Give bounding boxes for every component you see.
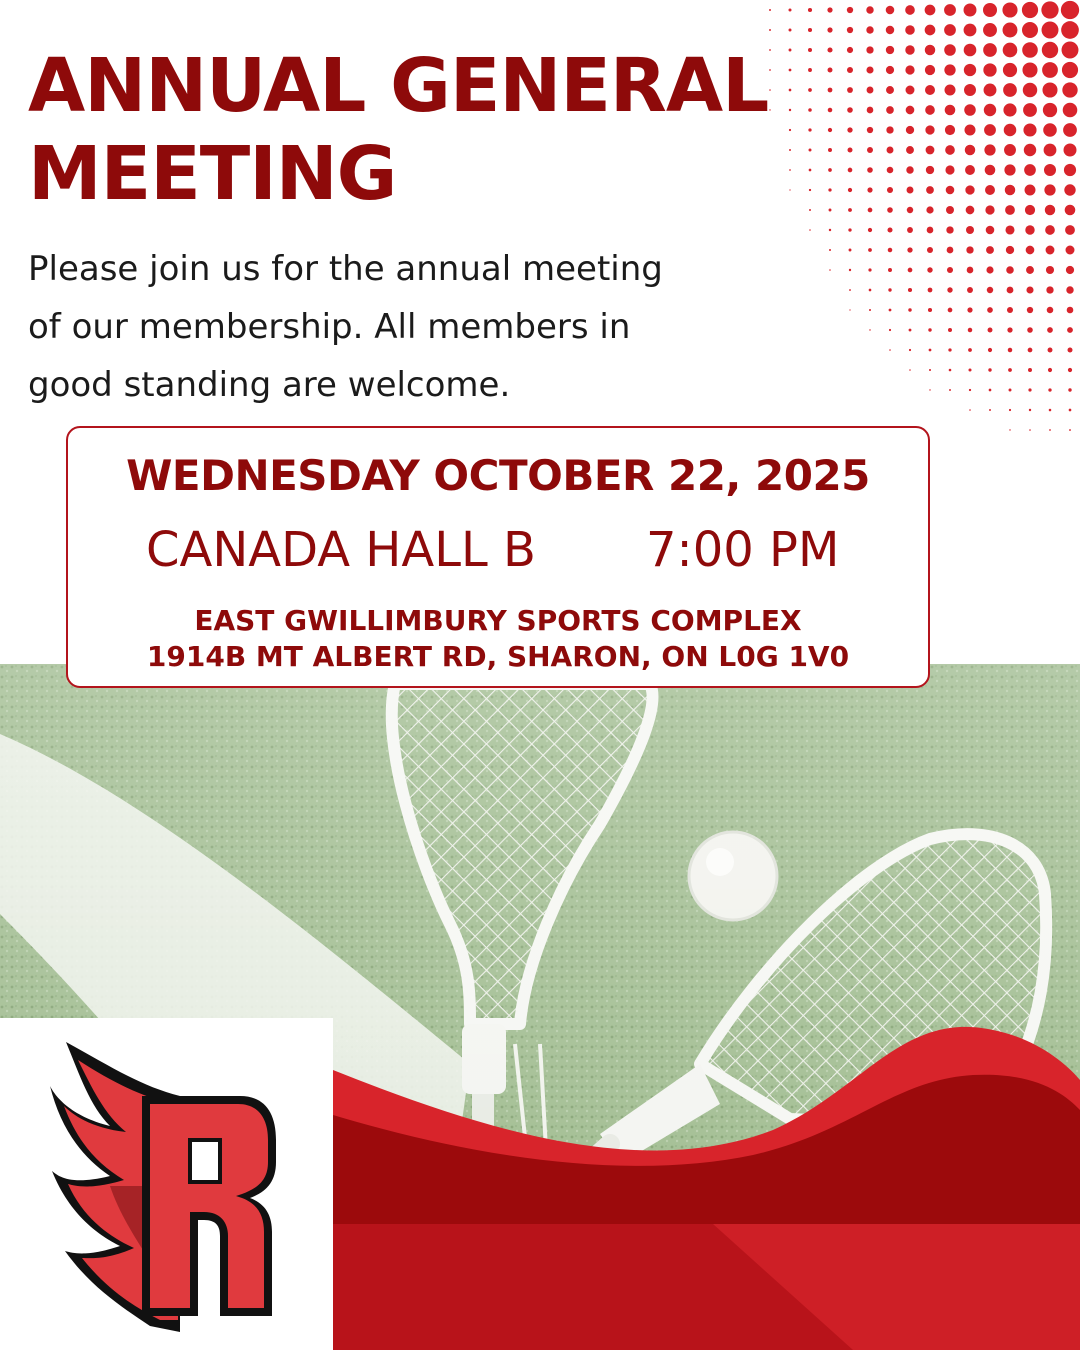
intro-line-1: Please join us for the annual meeting bbox=[28, 249, 663, 289]
event-details-card bbox=[66, 426, 930, 688]
event-time: 7:00 PM bbox=[646, 522, 840, 578]
intro-line-3: good standing are welcome. bbox=[28, 365, 511, 405]
title-line-1: ANNUAL GENERAL bbox=[28, 43, 769, 129]
title-line-2: MEETING bbox=[28, 131, 397, 217]
red-wave-decoration bbox=[333, 1020, 1080, 1350]
intro-paragraph bbox=[28, 240, 768, 414]
flaming-r-logo-icon bbox=[50, 1036, 282, 1332]
event-date: WEDNESDAY OCTOBER 22, 2025 bbox=[126, 451, 870, 500]
event-venue: EAST GWILLIMBURY SPORTS COMPLEX bbox=[194, 604, 802, 637]
intro-line-2: of our membership. All members in bbox=[28, 307, 631, 347]
event-hall: CANADA HALL B bbox=[146, 522, 536, 578]
event-address: 1914B MT ALBERT RD, SHARON, ON L0G 1V0 bbox=[146, 640, 850, 673]
page-title bbox=[28, 42, 788, 218]
